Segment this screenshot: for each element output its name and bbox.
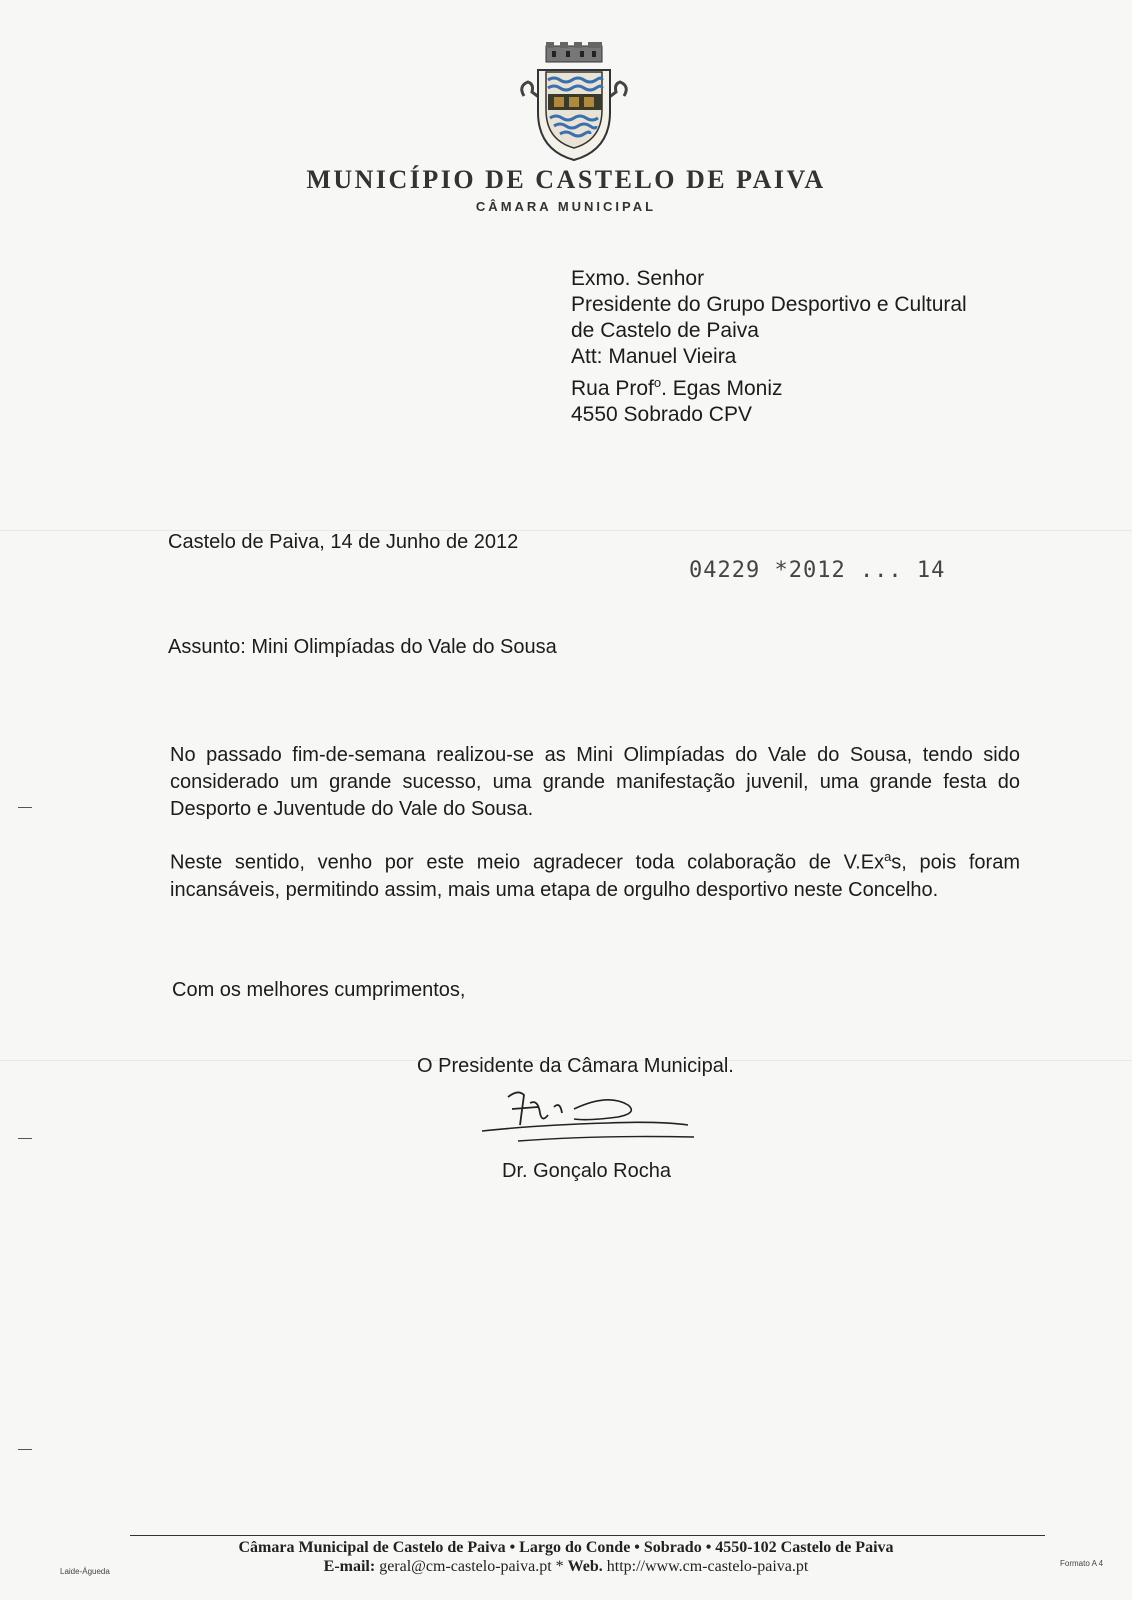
- paragraph2-suffix: s, pois foram incansáveis, permitindo assim, mais uma etapa de orgulho desportivo neste Concelho.: [170, 851, 1020, 901]
- margin-tick: [18, 807, 32, 808]
- address-line: [571, 370, 967, 402]
- registry-stamp: 04229 *2012 ... 14: [689, 558, 946, 583]
- closing-salutation: Com os melhores cumprimentos,: [172, 979, 466, 1001]
- margin-tick: [18, 1449, 32, 1450]
- municipal-crest-icon: [516, 42, 632, 170]
- footer-divider: [130, 1535, 1045, 1536]
- website-link[interactable]: http://www.cm-castelo-paiva.pt: [606, 1558, 809, 1575]
- recipient-address: [571, 266, 967, 428]
- email-label: E-mail:: [323, 1558, 376, 1575]
- paragraph2-prefix: Neste sentido, venho por este meio agradecer toda colaboração de V.Ex: [170, 851, 885, 874]
- letter-subject: Assunto: Mini Olimpíadas do Vale do Sousa: [168, 636, 557, 658]
- street-superscript: o: [653, 375, 662, 390]
- letter-date: Castelo de Paiva, 14 de Junho de 2012: [168, 531, 519, 553]
- footer-address: Câmara Municipal de Castelo de Paiva • Largo do Conde • Sobrado • 4550-102 Castelo de Paiva: [238, 1539, 894, 1556]
- address-line: Exmo. Senhor: [571, 267, 705, 290]
- signatory-name: Dr. Gonçalo Rocha: [502, 1160, 671, 1182]
- signatory-title: O Presidente da Câmara Municipal.: [417, 1055, 734, 1077]
- address-line: Att: Manuel Vieira: [571, 345, 737, 368]
- printer-credit: Laide-Águeda: [60, 1567, 110, 1576]
- address-line: Presidente do Grupo Desportivo e Cultural: [571, 293, 967, 316]
- handwritten-signature: [478, 1085, 708, 1155]
- street-prefix: Rua Prof: [571, 377, 654, 400]
- municipality-title: MUNICÍPIO DE CASTELO DE PAIVA: [306, 165, 826, 194]
- street-suffix: . Egas Moniz: [661, 377, 783, 400]
- paragraph2-superscript: a: [884, 849, 892, 864]
- body-paragraph-2: [170, 843, 1020, 904]
- footer-contact: [0, 1558, 1132, 1576]
- email-link[interactable]: geral@cm-castelo-paiva.pt: [379, 1558, 552, 1575]
- paper-format: Formato A 4: [1060, 1559, 1104, 1568]
- address-line: 4550 Sobrado CPV: [571, 403, 752, 426]
- web-label: Web.: [567, 1558, 603, 1575]
- body-paragraph-1: No passado fim-de-semana realizou-se as Mini Olimpíadas do Vale do Sousa, tendo sido considerado um grande sucesso, uma grande manifestação juvenil, uma grande festa do Desporto e Juventude do Vale do Sousa.: [170, 744, 1020, 820]
- address-line: de Castelo de Paiva: [571, 319, 759, 342]
- margin-tick: [18, 1138, 32, 1139]
- municipality-subtitle: CÂMARA MUNICIPAL: [475, 199, 657, 214]
- footer-separator: *: [551, 1558, 568, 1575]
